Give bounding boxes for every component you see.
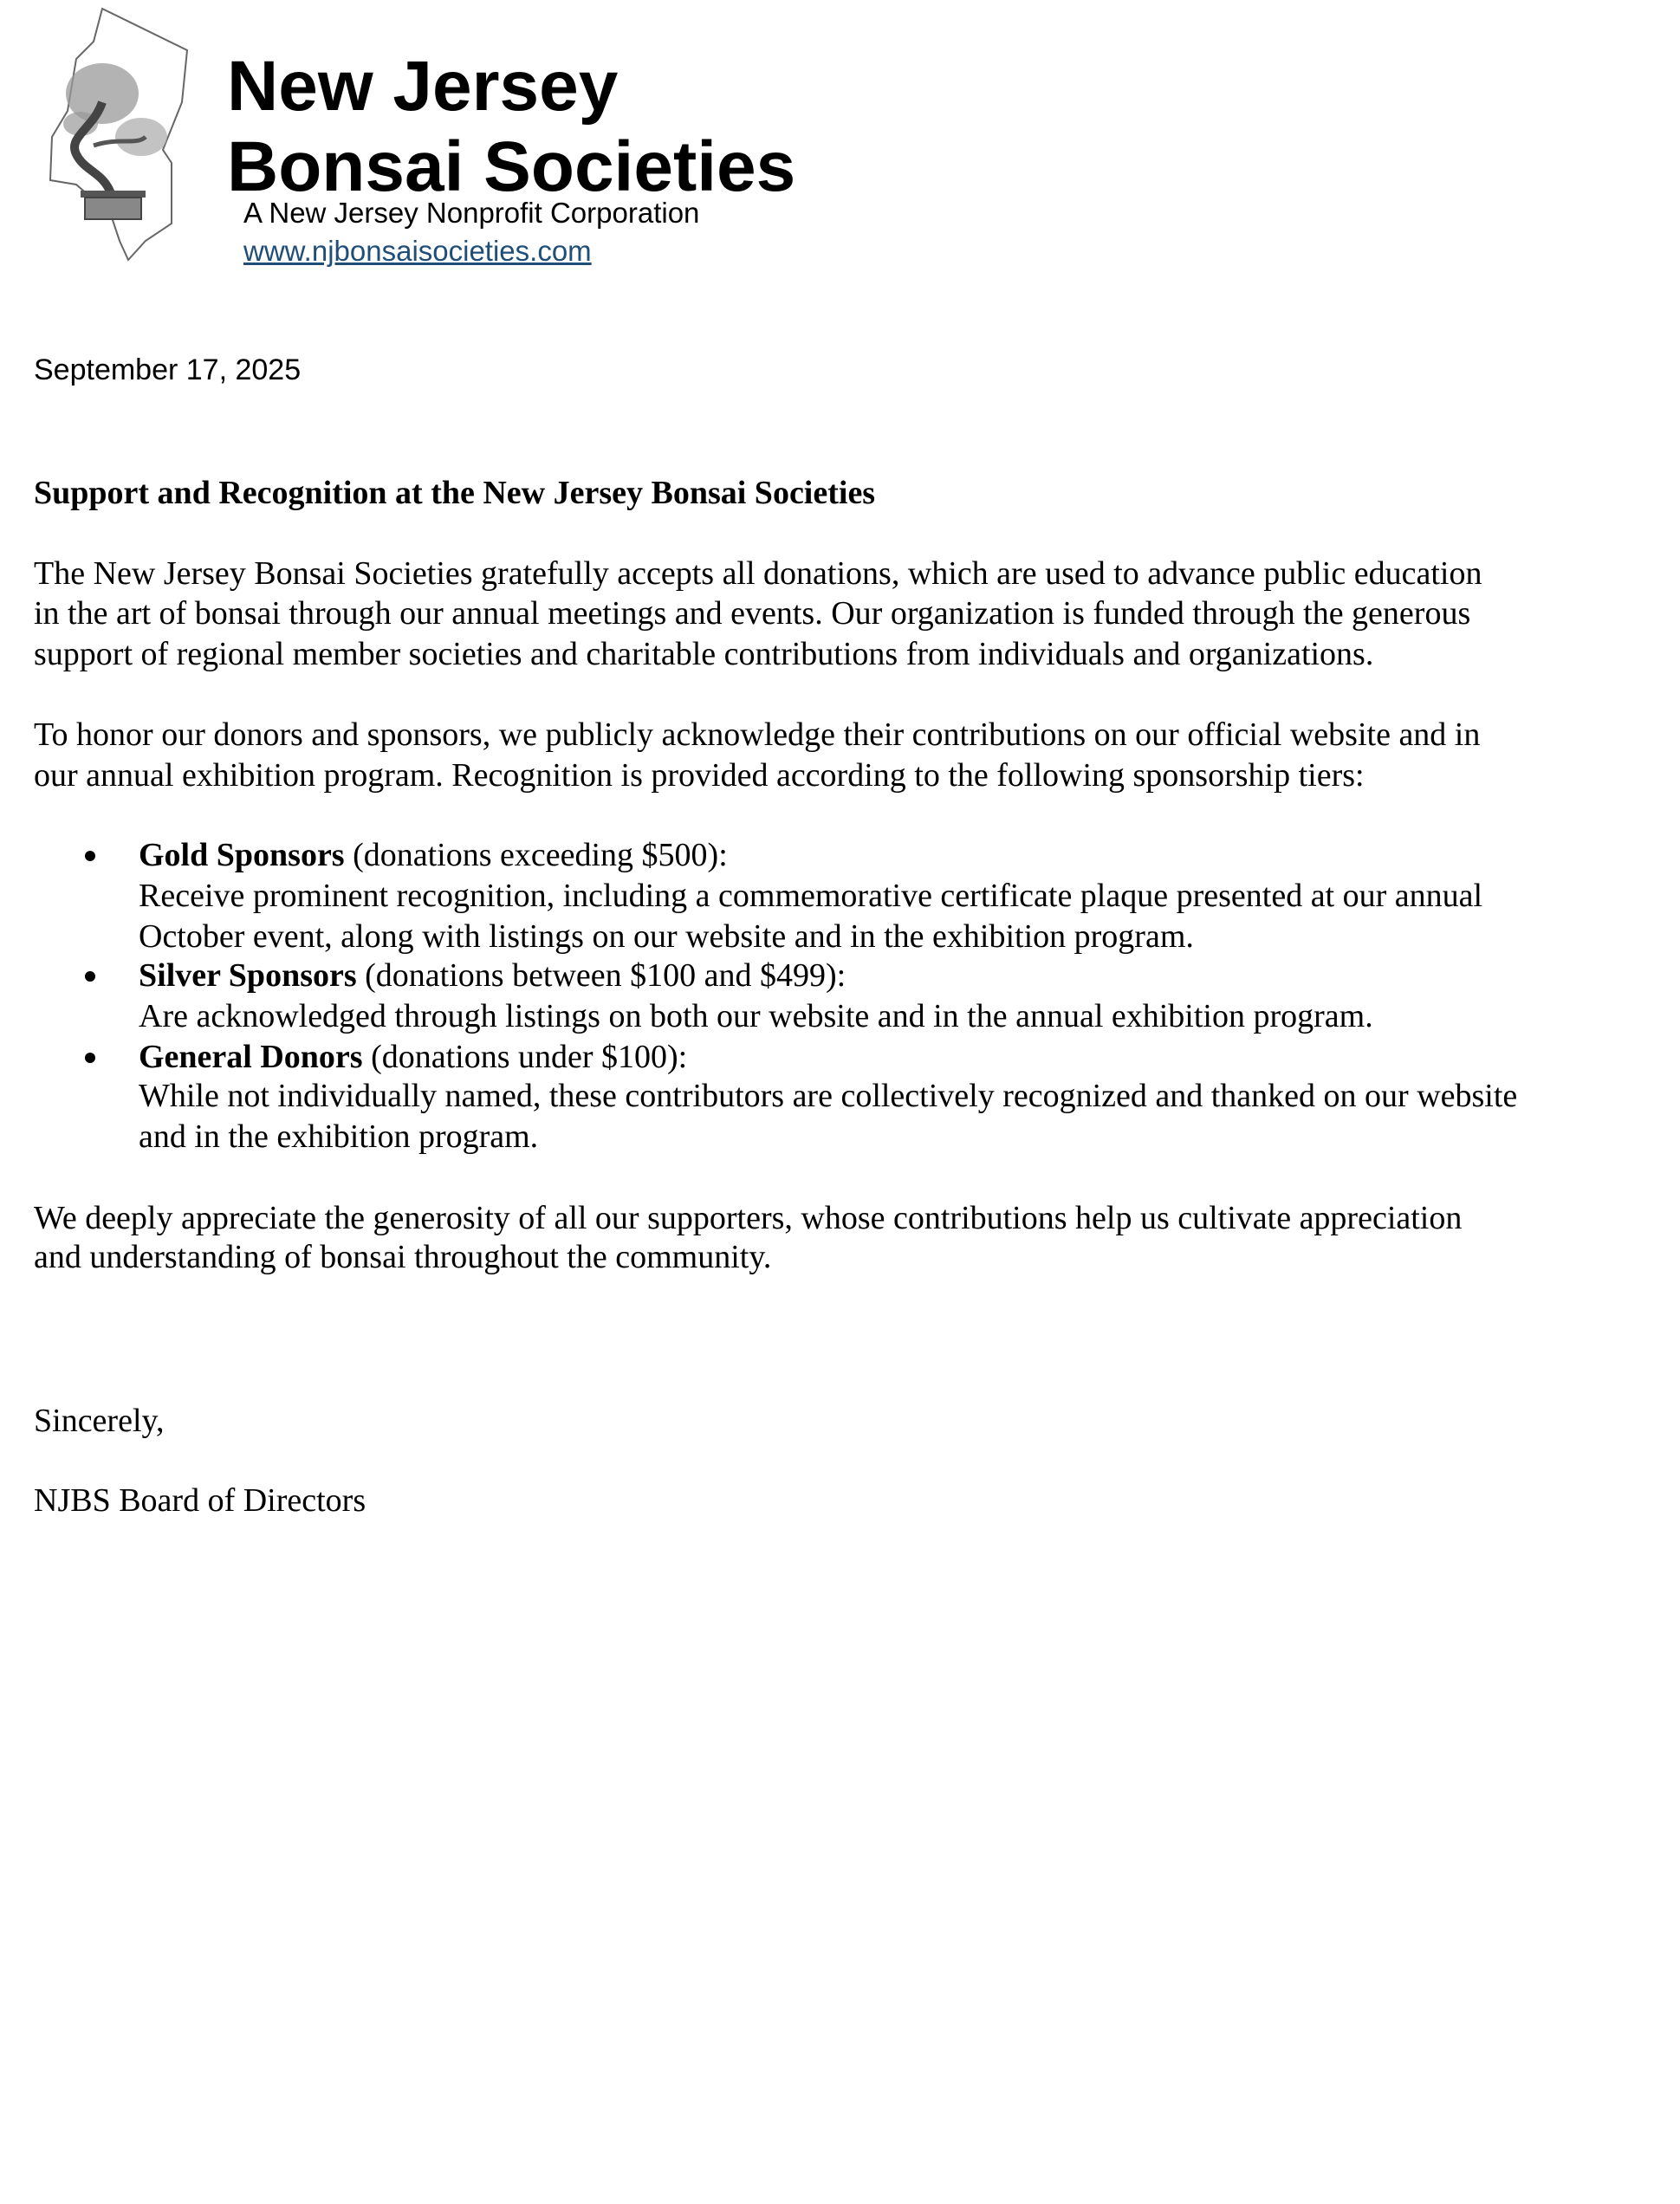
tier-description-line: Are acknowledged through listings on both our website and in the annual exhibition program. — [139, 998, 1373, 1034]
website-link[interactable]: www.njbonsaisocieties.com — [243, 235, 592, 267]
tier-description-line: Receive prominent recognition, including a commemorative certificate plaque presented at our annual — [139, 878, 1483, 914]
paragraph2-line: our annual exhibition program. Recognition is provided according to the following sponsorship tiers: — [34, 757, 1365, 794]
bullet-icon — [85, 1053, 95, 1063]
org-name-line1: New Jersey — [227, 47, 619, 126]
org-subtitle: A New Jersey Nonprofit Corporation — [243, 197, 700, 229]
paragraph1-line: in the art of bonsai through our annual meetings and events. Our organization is funded through the generous — [34, 595, 1471, 632]
bullet-icon — [85, 971, 95, 982]
paragraph2-line: To honor our donors and sponsors, we publicly acknowledge their contributions on our official website and in — [34, 716, 1481, 753]
signoff: Sincerely, — [34, 1403, 165, 1439]
signature: NJBS Board of Directors — [34, 1482, 366, 1519]
tier-range: (donations exceeding $500): — [344, 837, 728, 873]
letter-date: September 17, 2025 — [34, 353, 302, 386]
closing-line: We deeply appreciate the generosity of all our supporters, whose contributions help us cultivate appreciation — [34, 1200, 1463, 1236]
tier-name: General Donors — [139, 1039, 363, 1075]
closing-line: and understanding of bonsai throughout the community. — [34, 1239, 772, 1275]
bullet-icon — [85, 851, 95, 861]
tier-name: Gold Sponsors — [139, 837, 345, 873]
paragraph1-line: support of regional member societies and charitable contributions from individuals and organizations. — [34, 636, 1374, 672]
bonsai-tree-icon — [63, 63, 167, 219]
tier-heading-silver — [139, 956, 846, 995]
letter-title: Support and Recognition at the New Jersey Bonsai Societies — [34, 475, 876, 511]
tier-description-line: October event, along with listings on our website and in the exhibition program. — [139, 918, 1194, 955]
tier-description-line: While not individually named, these contributors are collectively recognized and thanked on our website — [139, 1078, 1518, 1114]
tier-heading-general — [139, 1037, 687, 1077]
tier-heading-gold — [139, 835, 728, 875]
tier-range: (donations between $100 and $499): — [356, 957, 846, 994]
org-name-line2: Bonsai Societies — [227, 127, 796, 206]
tier-name: Silver Sponsors — [139, 957, 357, 994]
tier-description-line: and in the exhibition program. — [139, 1118, 539, 1155]
paragraph1-line: The New Jersey Bonsai Societies gratefully accepts all donations, which are used to advance public education — [34, 555, 1482, 592]
tier-range: (donations under $100): — [362, 1039, 688, 1075]
nj-bonsai-logo — [42, 7, 198, 263]
